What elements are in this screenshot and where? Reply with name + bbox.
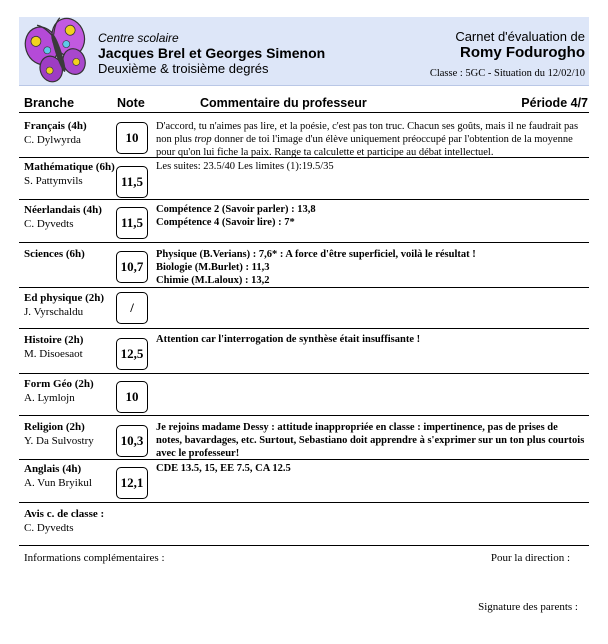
table-row — [19, 119, 589, 159]
comment-line: Compétence 4 (Savoir lire) : 7* — [156, 217, 295, 228]
column-note: Note — [117, 96, 145, 110]
comment-line — [156, 274, 586, 287]
carnet-title: Carnet d'évaluation de — [455, 29, 585, 44]
table-row — [19, 377, 589, 415]
subject-cell — [24, 160, 115, 188]
teacher-name: C. Dylwyrda — [24, 134, 81, 146]
teacher-name: S. Pattymvils — [24, 175, 83, 187]
pour-la-direction: Pour la direction : — [490, 552, 570, 564]
subject-cell — [24, 377, 94, 405]
comment-part: D'accord, tu n'aimes pas lire, et la poésie, c'est pas ton truc. Chacun ses goûts, mais il ne faudrait pas non plus — [156, 121, 579, 145]
teacher-name: A. Lymlojn — [24, 392, 75, 404]
subject-name: Mathématique (6h) — [24, 161, 115, 173]
subject-name: Sciences (6h) — [24, 248, 85, 260]
subject-name: Anglais (4h) — [24, 463, 82, 475]
info-complementaires: Informations complémentaires : — [24, 552, 165, 564]
row-divider — [19, 199, 589, 200]
note-box: 11,5 — [116, 207, 148, 239]
subject-name: Histoire (2h) — [24, 334, 84, 346]
subject-cell — [24, 203, 102, 231]
teacher-name: J. Vyrschaldu — [24, 306, 84, 318]
row-divider — [19, 328, 589, 329]
comment-text — [156, 203, 586, 229]
row-divider — [19, 502, 589, 503]
school-name-block — [98, 31, 325, 76]
school-line-2: Jacques Brel et Georges Simenon — [98, 45, 326, 61]
avis-row — [19, 507, 589, 537]
teacher-name: A. Vun Bryikul — [24, 477, 92, 489]
note-box: 12,5 — [116, 338, 148, 370]
table-row — [19, 203, 589, 241]
student-name: Romy Fodurogho — [460, 44, 585, 61]
avis-teacher: C. Dyvedts — [24, 522, 74, 534]
avis-label: Avis c. de classe : — [24, 508, 105, 520]
subject-cell — [24, 420, 94, 448]
school-line-3: Deuxième & troisième degrés — [98, 61, 269, 76]
table-row — [19, 247, 589, 287]
column-commentaire: Commentaire du professeur — [200, 96, 367, 110]
table-row — [19, 420, 589, 460]
subject-name: Form Géo (2h) — [24, 378, 94, 390]
row-divider — [19, 459, 589, 460]
note-box: 12,1 — [116, 467, 148, 499]
row-divider — [19, 545, 589, 546]
note-box: 10,3 — [116, 425, 148, 457]
comment-line — [156, 248, 586, 261]
comment-text: Attention car l'interrogation de synthèse était insuffisante ! — [156, 334, 421, 345]
report-header — [19, 17, 589, 86]
comment-text — [156, 120, 586, 159]
note-box: 10 — [116, 122, 148, 154]
table-row — [19, 160, 589, 198]
comment-text — [156, 248, 586, 287]
subject-name: Français (4h) — [24, 120, 87, 132]
note-box: 10 — [116, 381, 148, 413]
carnet-block — [430, 29, 585, 81]
table-row — [19, 291, 589, 329]
row-divider — [19, 415, 589, 416]
signature-parents: Signature des parents : — [478, 601, 578, 613]
comment-text: CDE 13.5, 15, EE 7.5, CA 12.5 — [156, 463, 291, 474]
comment-part-italic: trop — [194, 134, 212, 145]
comment-rest: (B.Verians) : 7,6* : A force d'être superficiel, voilà le résultat ! — [196, 249, 476, 260]
comment-label: Chimie — [156, 275, 189, 286]
comment-text: Je rejoins madame Dessy : attitude inappropriée en classe : impertinence, pas de prises de notes, bavardages, etc. Surtout, Sebastiano doit apprendre à s'exprimer sur un ton plus courtois avec le professeur! — [156, 422, 585, 459]
row-divider — [19, 373, 589, 374]
comment-label: Physique — [156, 249, 197, 260]
avis-cell — [24, 507, 104, 535]
subject-name: Néerlandais (4h) — [24, 204, 102, 216]
subject-cell — [24, 247, 85, 261]
subject-name: Religion (2h) — [24, 421, 85, 433]
column-periode: Période 4/7 — [521, 96, 588, 110]
class-info: Classe : 5GC - Situation du 12/02/10 — [429, 68, 585, 79]
teacher-name: C. Dyvedts — [24, 218, 74, 230]
table-row — [19, 333, 589, 371]
column-branche: Branche — [24, 96, 75, 110]
subject-cell — [24, 462, 92, 490]
note-box: / — [116, 292, 148, 324]
subject-cell — [24, 119, 87, 147]
subject-name: Ed physique (2h) — [24, 292, 105, 304]
comment-label: Biologie — [156, 262, 193, 273]
row-divider — [19, 157, 589, 158]
subject-cell — [24, 333, 83, 361]
comment-part: donner de toi l'image d'un élève uniquement préoccupé par l'obtention de la moyenne pour qu'on lui fiche la paix. Range ta calculette et participe au débat intellectuel. — [156, 134, 573, 158]
comment-line — [156, 261, 586, 274]
subject-cell — [24, 291, 104, 319]
note-box: 11,5 — [116, 166, 148, 198]
comment-text: Les suites: 23.5/40 Les limites (1):19.5/35 — [156, 161, 334, 172]
row-divider — [19, 242, 589, 243]
row-divider — [19, 287, 589, 288]
comment-rest: (M.Laloux) : 13,2 — [188, 275, 270, 286]
school-line-1: Centre scolaire — [98, 31, 179, 45]
butterfly-logo-icon — [22, 17, 94, 85]
table-row — [19, 462, 589, 500]
header-divider — [19, 112, 589, 113]
teacher-name: Y. Da Sulvostry — [24, 435, 94, 447]
comment-line: Compétence 2 (Savoir parler) : 13,8 — [156, 204, 316, 215]
note-box: 10,7 — [116, 251, 148, 283]
comment-rest: (M.Burlet) : 11,3 — [192, 262, 270, 273]
teacher-name: M. Disoesaot — [24, 348, 83, 360]
